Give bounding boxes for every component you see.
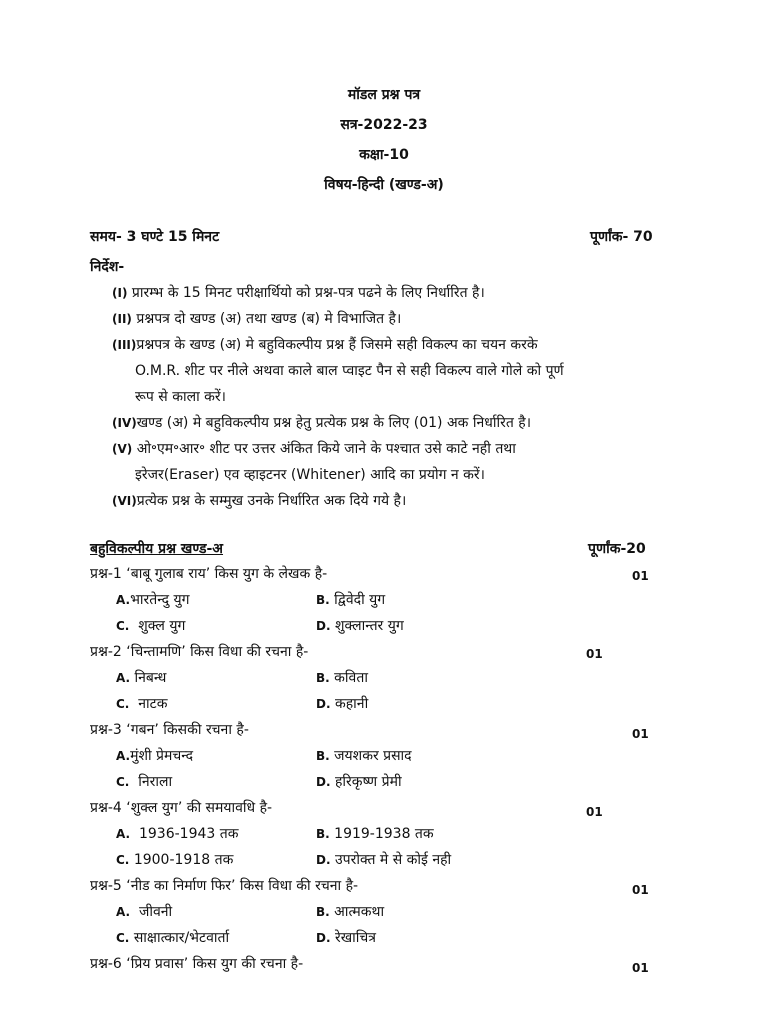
subject-label: विषय-हिन्दी (खण्ड-अ) [324,177,444,193]
instruction-number: (VI) [112,494,137,508]
instruction-number: (II) [112,312,132,326]
question-marks: 01 [632,569,649,583]
instructions-heading: निर्देश- [90,259,125,275]
option-c: C. नाटक [116,696,168,712]
session: सत्र-2022-23 [340,117,428,133]
option-b: B. 1919-1938 तक [316,826,434,842]
section-marks: पूर्णांक-20 [588,541,646,557]
instruction-number: (V) [112,442,133,456]
option-b: B. द्विवेदी युग [316,592,386,608]
instruction-number: (I) [112,286,128,300]
question-marks: 01 [632,883,649,897]
option-b: B. जयशकर प्रसाद [316,748,412,764]
instruction-item [112,336,538,354]
question-text: प्रश्न-6 ‘प्रिय प्रवास’ किस युग की रचना है- [90,956,304,972]
question-marks: 01 [632,727,649,741]
question-text: प्रश्न-4 ‘शुक्ल युग’ की समयावधि है- [90,800,273,816]
option-a: A.भारतेन्दु युग [116,592,190,608]
option-c: C. 1900-1918 तक [116,852,234,868]
instruction-text: ओ॰एम॰आर॰ शीट पर उत्तर अंकित किये जाने के पश्चात उसे काटे नही तथा [136,441,516,457]
option-a: A.मुंशी प्रेमचन्द [116,748,194,764]
question-marks: 01 [632,961,649,975]
paper-title: मॉडल प्रश्न पत्र [347,87,421,103]
option-d: D. हरिकृष्ण प्रेमी [316,774,402,790]
option-a: A. जीवनी [116,904,173,920]
question-text: प्रश्न-5 ‘नीड का निर्माण फिर’ किस विधा की रचना है- [90,878,359,894]
option-b: B. आत्मकथा [316,904,385,920]
option-c: C. शुक्ल युग [116,618,186,634]
instruction-item [112,310,401,328]
instruction-text-cont: रूप से काला करें। [135,389,226,405]
class-label: कक्षा-10 [359,147,409,163]
question-text: प्रश्न-1 ‘बाबू गुलाब राय’ किस युग के लेखक है- [90,566,328,582]
instruction-text-cont: O.M.R. शीट पर नीले अथवा काले बाल प्वाइट पैन से सही विकल्प वाले गोले को पूर्ण [135,363,564,379]
option-b: B. कविता [316,670,368,686]
instruction-number: (III) [112,338,137,352]
instruction-number: (IV) [112,416,137,430]
question-marks: 01 [586,805,603,819]
instruction-text: प्रश्नपत्र के खण्ड (अ) मे बहुविकल्पीय प्रश्न हैं जिसमे सही विकल्प का चयन करके [136,337,538,353]
option-d: D. उपरोक्त मे से कोई नही [316,852,452,868]
instruction-text: प्रश्नपत्र दो खण्ड (अ) तथा खण्ड (ब) मे विभाजित है। [136,311,402,327]
instruction-item [112,440,516,458]
question-text: प्रश्न-3 ‘गबन’ किसकी रचना है- [90,722,249,738]
option-d: D. शुक्लान्तर युग [316,618,404,634]
option-a: A. 1936-1943 तक [116,826,239,842]
option-c: C. निराला [116,774,173,790]
instruction-item [112,284,485,302]
instruction-text-cont: इरेजर(Eraser) एव व्हाइटनर (Whitener) आदि का प्रयोग न करें। [135,467,485,483]
question-text: प्रश्न-2 ‘चिन्तामणि’ किस विधा की रचना है- [90,644,309,660]
question-marks: 01 [586,647,603,661]
instruction-item [112,492,406,510]
time-label: समय- 3 घण्टे 15 मिनट [90,229,220,245]
instruction-text: प्रत्येक प्रश्न के सम्मुख उनके निर्धारित अक दिये गये है। [136,493,407,509]
instruction-text: खण्ड (अ) मे बहुविकल्पीय प्रश्न हेतु प्रत्येक प्रश्न के लिए (01) अक निर्धारित है। [136,415,532,431]
instruction-item [112,414,531,432]
option-c: C. साक्षात्कार/भेटवार्ता [116,930,230,946]
option-a: A. निबन्ध [116,670,167,686]
max-marks-label: पूर्णांक- 70 [590,229,653,245]
section-title: बहुविकल्पीय प्रश्न खण्ड-अ [90,541,224,557]
instruction-text: प्रारम्भ के 15 मिनट परीक्षार्थियो को प्रश्न-पत्र पढने के लिए निर्धारित है। [131,285,485,301]
option-d: D. रेखाचित्र [316,930,377,946]
option-d: D. कहानी [316,696,369,712]
